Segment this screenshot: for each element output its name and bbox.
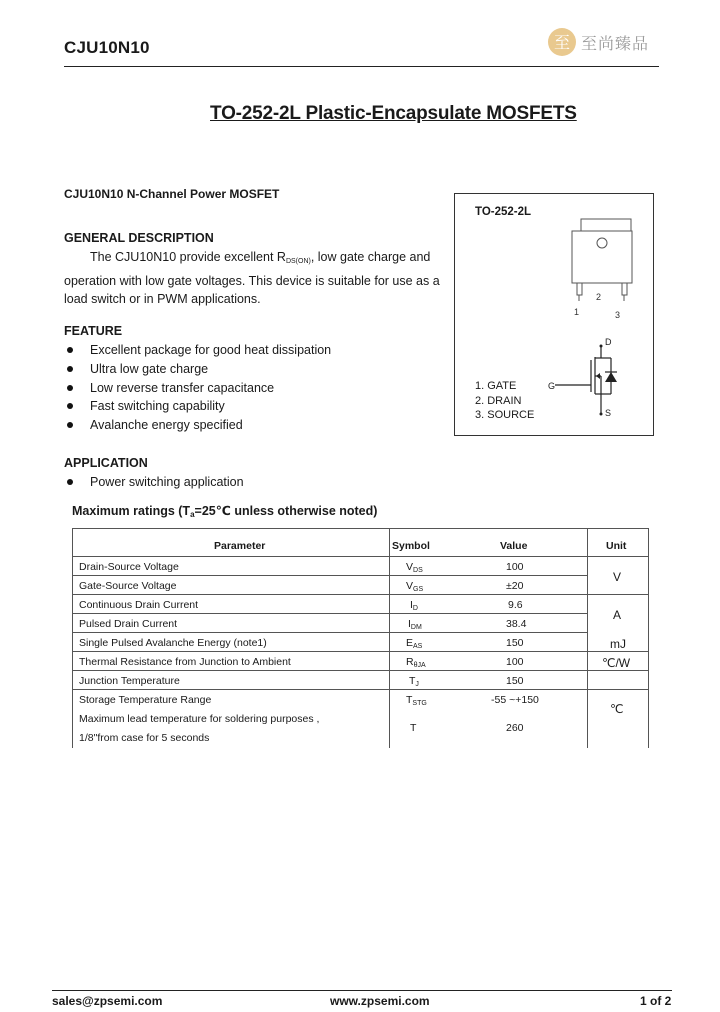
table-cell-param: Storage Temperature Range: [79, 694, 212, 706]
pin-number-2: 2: [596, 292, 602, 302]
table-cell-symbol: $V_{GS}$: [406, 580, 424, 593]
table-cell-param: Drain-Source Voltage: [79, 561, 179, 573]
list-item: Power switching application: [64, 473, 244, 492]
schematic-source-label: S: [605, 408, 612, 418]
table-cell-symbol: $T_{STG}$: [406, 694, 427, 707]
footer-page-number: 1 of 2: [640, 994, 672, 1008]
product-subtitle: CJU10N10 N-Channel Power MOSFET: [64, 187, 280, 201]
table-cell-param: Single Pulsed Avalanche Energy (note1): [79, 637, 267, 649]
table-cell-param: Pulsed Drain Current: [79, 618, 178, 630]
general-description-heading: GENERAL DESCRIPTION: [64, 231, 214, 245]
table-cell-symbol: $V_{DS}$: [406, 561, 423, 574]
company-logo: [547, 27, 649, 57]
page-title: TO-252-2L Plastic-Encapsulate MOSFETS: [210, 103, 577, 124]
list-item: Fast switching capability: [64, 397, 331, 416]
table-cell-param: Junction Temperature: [79, 675, 180, 687]
table-cell-symbol: $R_{\theta JA}$: [406, 656, 426, 669]
table-cell-value: 260: [506, 722, 524, 734]
table-cell-value: -55 ~+150: [491, 694, 539, 706]
table-cell-param: Continuous Drain Current: [79, 599, 199, 611]
header-rule: [64, 66, 659, 67]
svg-text:至: 至: [553, 33, 571, 52]
schematic-gate-label: G: [548, 381, 556, 391]
pin-number-3: 3: [615, 310, 621, 320]
table-cell-symbol: $T_J$: [409, 675, 419, 688]
table-cell-value: ±20: [506, 580, 524, 592]
feature-list: [64, 341, 331, 435]
table-cell-unit: ℃/W: [602, 656, 631, 670]
pin-gate: 1. GATE: [475, 380, 517, 392]
table-cell-value: 150: [506, 637, 524, 649]
table-cell-unit: A: [613, 608, 622, 622]
table-cell-symbol: $I_{DM}$: [408, 618, 422, 631]
ratings-title: Maximum ratings ($T_a=25℃$ unless otherwise noted): [72, 504, 378, 519]
col-header-symbol: Symbol: [392, 540, 430, 552]
list-item: Ultra low gate charge: [64, 360, 331, 379]
package-label: TO-252-2L: [475, 206, 532, 218]
part-number: CJU10N10: [64, 38, 150, 57]
footer-rule: [52, 990, 672, 991]
list-item: Low reverse transfer capacitance: [64, 379, 331, 398]
col-header-unit: Unit: [606, 540, 627, 552]
ratings-table: [72, 528, 649, 748]
pin-number-1: 1: [574, 307, 580, 317]
footer-email[interactable]: sales@zpsemi.com: [52, 994, 163, 1008]
footer-website[interactable]: www.zpsemi.com: [330, 994, 430, 1008]
table-cell-value: 100: [506, 561, 524, 573]
list-item: Excellent package for good heat dissipation: [64, 341, 331, 360]
table-cell-param: Maximum lead temperature for soldering purposes ,: [79, 713, 320, 725]
pin-drain: 2. DRAIN: [475, 394, 522, 407]
table-cell-value: 9.6: [508, 599, 523, 611]
channel-arrow-icon: [596, 373, 600, 379]
table-cell-param: Thermal Resistance from Junction to Ambient: [79, 656, 291, 668]
table-cell-unit: V: [613, 570, 622, 584]
table-cell-param: Gate-Source Voltage: [79, 580, 177, 592]
table-cell-value: 150: [506, 675, 524, 687]
table-cell-value: 100: [506, 656, 524, 668]
table-cell-symbol: $E_{AS}$: [406, 637, 423, 650]
col-header-parameter: Parameter: [214, 540, 266, 552]
application-list: [64, 473, 244, 492]
package-outline-icon: [572, 219, 632, 301]
logo-text: 至尚臻品: [581, 33, 650, 53]
table-cell-value: 38.4: [506, 618, 527, 630]
list-item: Avalanche energy specified: [64, 416, 331, 435]
logo-mark-icon: [547, 27, 577, 57]
table-cell-symbol: T: [410, 722, 417, 734]
feature-heading: FEATURE: [64, 324, 123, 338]
table-cell-param: 1/8"from case for 5 seconds: [79, 732, 210, 744]
pin-list: [475, 379, 534, 423]
col-header-value: Value: [500, 540, 528, 552]
table-cell-unit: ℃: [610, 702, 624, 716]
pin-source: 3. SOURCE: [475, 409, 535, 421]
general-description-text: The CJU10N10 provide excellent $R_{DS(ON)}$, low gate charge and operation with low gate voltages. This device is suitable for use as a load switch or in PWM applications.: [64, 250, 440, 306]
table-cell-symbol: $I_D$: [410, 599, 418, 612]
application-heading: APPLICATION: [64, 456, 148, 470]
diode-arrow-icon: [605, 372, 617, 382]
schematic-drain-label: D: [605, 337, 612, 347]
package-box: [454, 193, 654, 436]
table-cell-unit: mJ: [610, 637, 626, 651]
